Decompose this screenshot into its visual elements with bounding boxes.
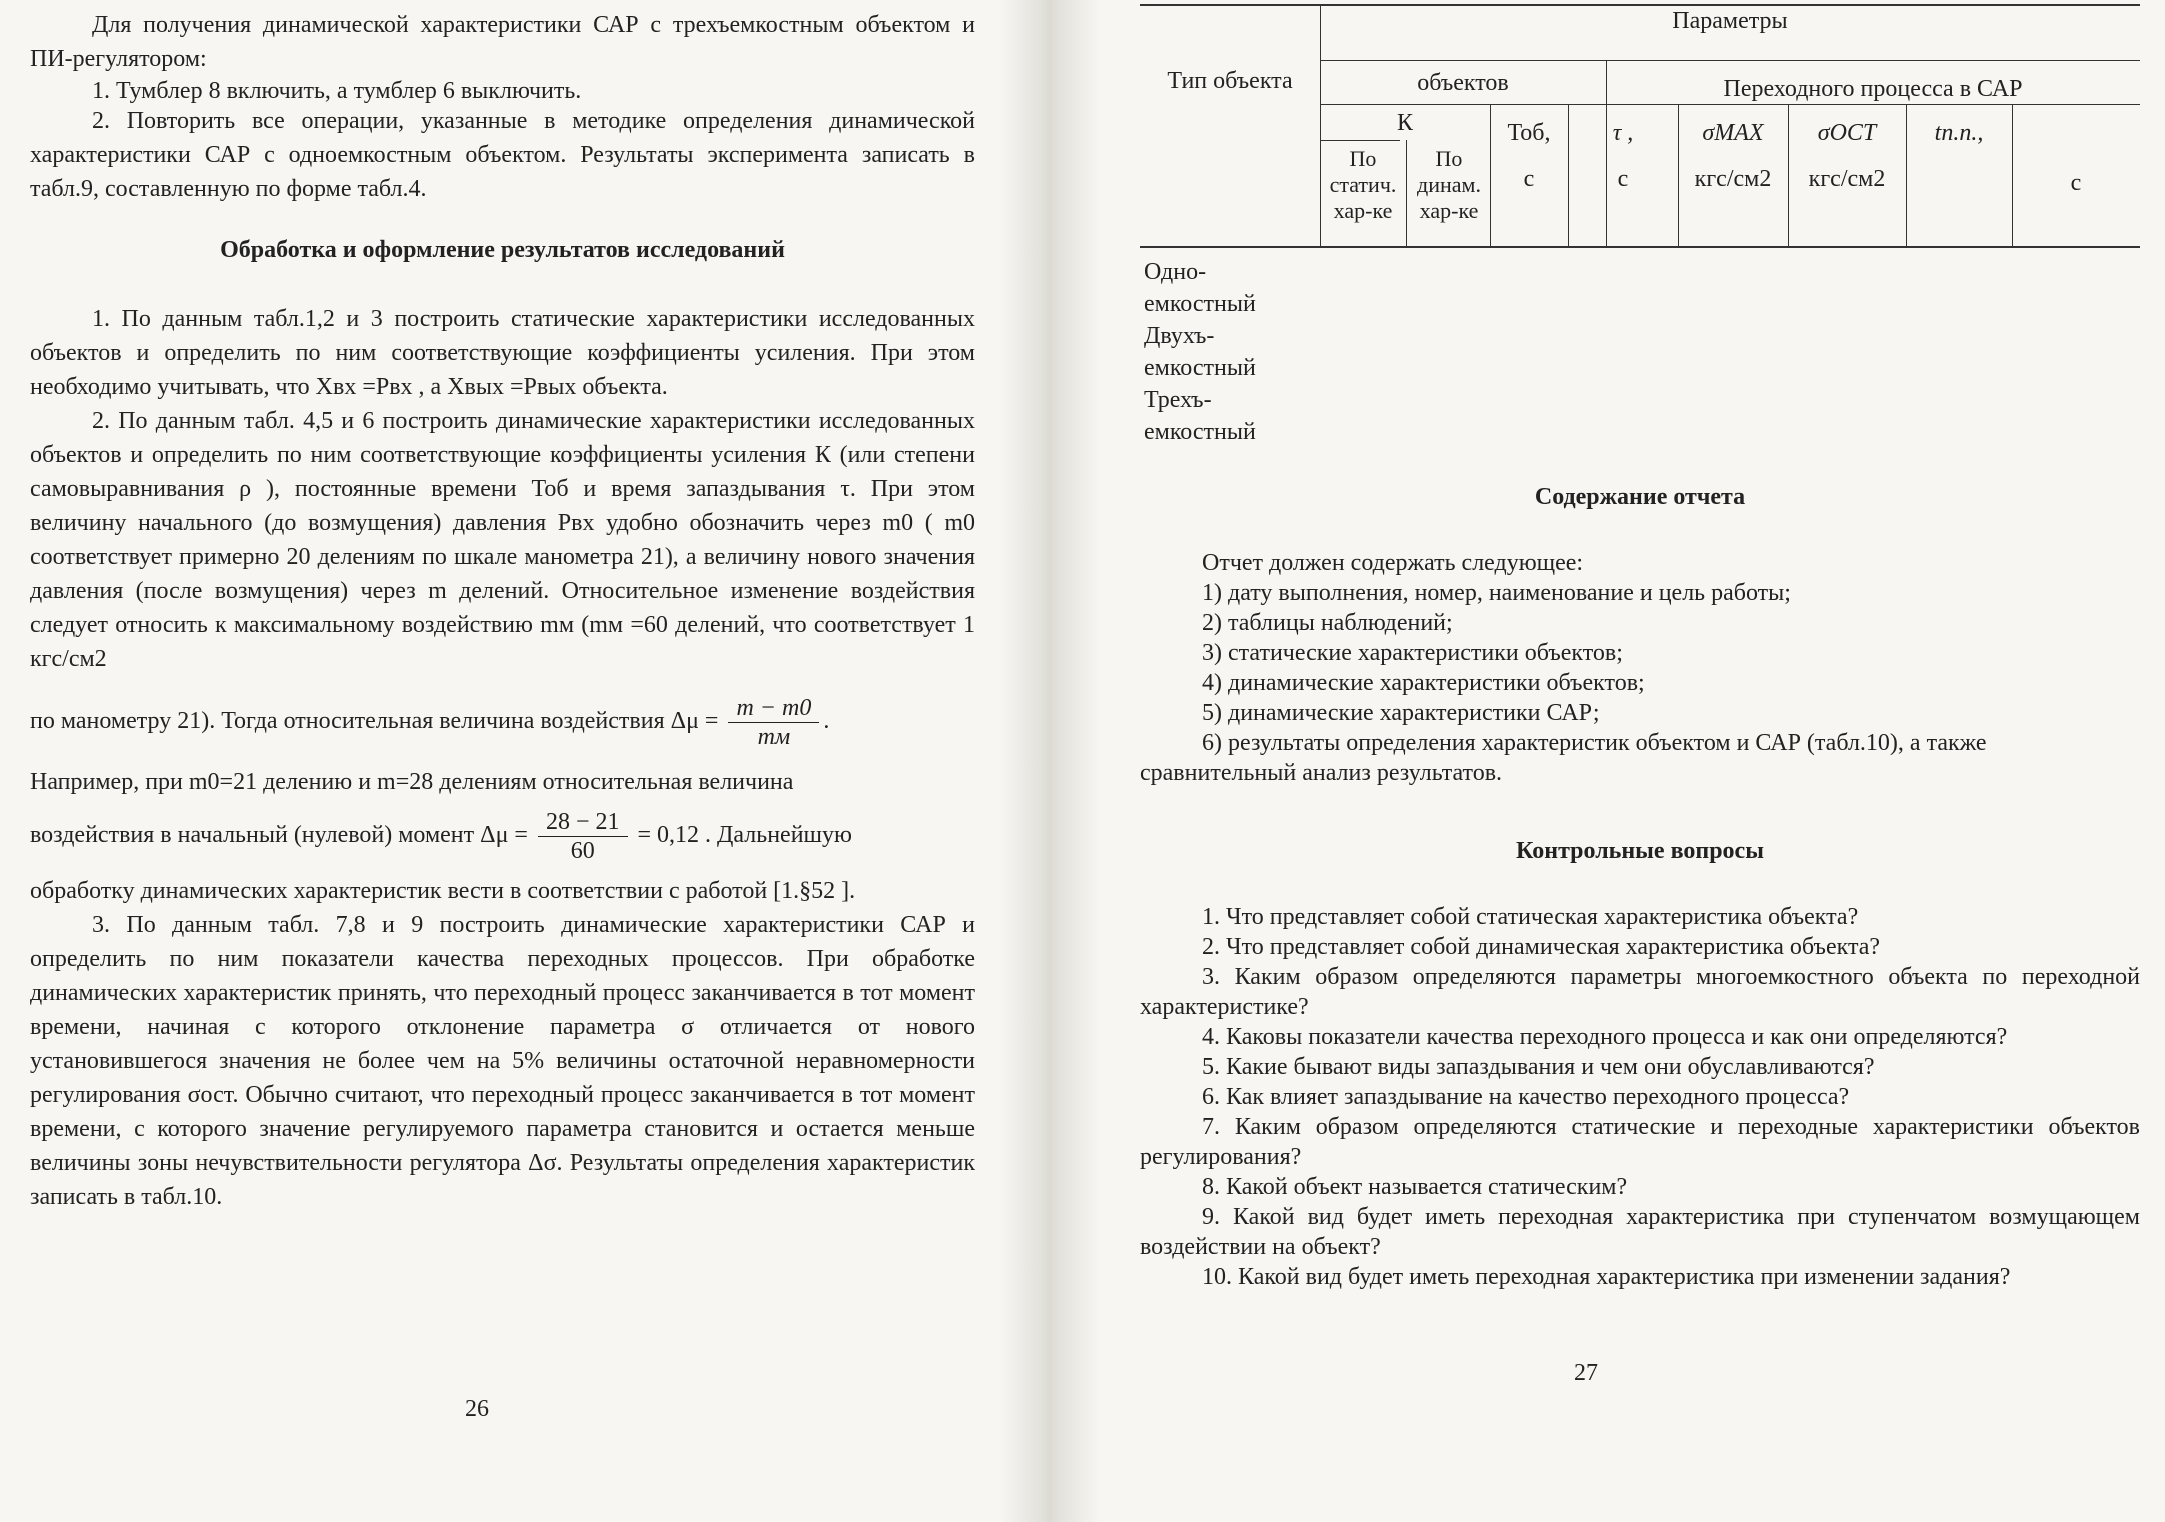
col-type-header: Тип объекта — [1167, 68, 1293, 94]
table-rule-bottom — [1140, 246, 2140, 248]
row-label-5: Трехъ- — [1144, 387, 1212, 413]
report-title: Содержание отчета — [1534, 484, 1746, 510]
sigma-ost-header: σОСТ — [1817, 120, 1877, 146]
report-item-5: 5) динамические характеристики САР; — [1202, 700, 1600, 726]
formula-line-2 — [30, 808, 975, 865]
question-3: 3. Каким образом определяются параметры многоемкостного объекта по переходной характеристике? — [1140, 964, 2140, 1020]
row-label-4: емкостный — [1144, 355, 1256, 381]
question-2: 2. Что представляет собой динамическая характеристика объекта? — [1202, 934, 1881, 960]
params-header: Параметры — [1672, 8, 1788, 34]
transient-header: Переходного процесса в САР — [1723, 76, 2023, 102]
table-rule-params — [1320, 60, 2140, 61]
objects-header: объектов — [1417, 70, 1509, 96]
intro-text: Для получения динамической характеристики САР с трехъемкостным объектом и ПИ-регулятором: — [30, 12, 975, 72]
formula-1-numerator: m − m0 — [728, 694, 819, 723]
question-1: 1. Что представляет собой статическая характеристика объекта? — [1202, 904, 1859, 930]
question-7: 7. Каким образом определяются статические и переходные характеристики объектов регулирования? — [1140, 1114, 2140, 1170]
row-label-1: Одно- — [1144, 259, 1207, 285]
report-item-6: 6) результаты определения характеристик объектом и САР (табл.10), а также сравнительный анализ результатов. — [1140, 730, 1987, 786]
question-4: 4. Каковы показатели качества переходного процесса и как они определяются? — [1202, 1024, 2008, 1050]
questions-title: Контрольные вопросы — [1516, 838, 1764, 864]
report-item-3: 3) статические характеристики объектов; — [1202, 640, 1623, 666]
table-vline-2 — [1406, 140, 1407, 246]
table-rule-k — [1320, 140, 1400, 141]
formula-2 — [538, 808, 628, 865]
report-list — [1140, 548, 2140, 788]
k-dynamic-header: По динам. хар-ке — [1417, 146, 1481, 223]
sigma-ost-unit: кгс/см2 — [1808, 166, 1886, 192]
row-one-capacity — [1144, 256, 1256, 448]
results-table — [1140, 0, 2140, 260]
report-item-1: 1) дату выполнения, номер, наименование и цель работы; — [1202, 580, 1791, 606]
k-static-header: По статич. хар-ке — [1329, 146, 1397, 223]
report-item-4: 4) динамические характеристики объектов; — [1202, 670, 1645, 696]
example-line: Например, при m0=21 делению и m=28 делениям относительная величина — [30, 769, 794, 795]
question-5: 5. Какие бывают виды запаздывания и чем они обуславливаются? — [1202, 1054, 1875, 1080]
t-pp-unit: с — [2070, 170, 2082, 196]
sigma-max-unit: кгс/см2 — [1694, 166, 1772, 192]
question-6: 6. Как влияет запаздывание на качество переходного процесса? — [1202, 1084, 1850, 1110]
report-item-2: 2) таблицы наблюдений; — [1202, 610, 1453, 636]
formula-2-denominator: 60 — [570, 838, 595, 864]
formula-2-result: = 0,12 . Дальнейшую — [637, 822, 852, 849]
page-number-right: 27 — [1574, 1360, 1598, 1386]
question-10: 10. Какой вид будет иметь переходная характеристика при изменении задания? — [1202, 1264, 2011, 1290]
t-pp-header: tп.п., — [1934, 120, 1984, 146]
table-rule-groups — [1320, 104, 2140, 105]
page-number-left: 26 — [465, 1396, 489, 1422]
formula-line-1: по манометру 21). Тогда относительная величина воздействия Δμ = $\frac{m - m0}{mм}$ . — [30, 695, 830, 750]
tau-unit: с — [1617, 166, 1629, 192]
question-8: 8. Какой объект называется статическим? — [1202, 1174, 1628, 1200]
formula-1-denominator: mм — [757, 724, 791, 750]
formula-1-lead: по манометру 21). Тогда относительная величина воздействия Δμ = — [30, 708, 719, 735]
k-header: К — [1396, 110, 1413, 136]
procedure-3: 3. По данным табл. 7,8 и 9 построить динамические характеристики САР и определить по ним показатели качества переходных процессов. При обработке динамических характеристик принять, что переходный процесс заканчивается в тот момент времени, начиная с которого отклонение параметра σ отличается от нового установившегося значения не более чем на 5% величины остаточной неравномерности регулирования σост. Обычно считают, что переходный процесс заканчивается в тот момент времени, с которого значение регулируемого параметра становится и остается меньше величины зоны нечувствительности регулятора Δσ. Результаты определения характеристик записать в табл.10. — [30, 912, 975, 1210]
procedure-1: 1. По данным табл.1,2 и 3 построить статические характеристики исследованных объектов и определить по ним соответствующие коэффициенты усиления. При этом необходимо учитывать, что Xвх =Pвх , а Xвых =Pвых объекта. — [30, 306, 975, 400]
formula-2-numerator: 28 − 21 — [538, 808, 628, 837]
sigma-max-header: σMAX — [1702, 120, 1764, 146]
tau-header: τ , — [1612, 120, 1634, 146]
step-1: 1. Тумблер 8 включить, а тумблер 6 выключить. — [92, 78, 582, 104]
t-ob-header: Тоб, — [1507, 120, 1551, 146]
left-page — [0, 0, 1000, 1522]
t-ob-unit: с — [1523, 166, 1535, 192]
right-page — [1100, 0, 2165, 1522]
procedure-2: 2. По данным табл. 4,5 и 6 построить динамические характеристики исследованных объектов и определить по ним соответствующие коэффициенты усиления К (или степени самовыравнивания ρ ), постоянные времени Тоб и время запаздывания τ. При этом величину начального (до возмущения) давления Pвх удобно обозначить через m0 ( m0 соответствует примерно 20 делениям по шкале манометра 21), а величину нового значения давления (после возмущения) через m делений. Относительное изменение воздействия следует относить к максимальному воздействию mм (mм =60 делений, что соответствует 1 кгс/см2 — [30, 408, 975, 672]
section-title: Обработка и оформление результатов исследований — [220, 237, 785, 263]
example-tail: обработку динамических характеристик вести в соответствии с работой [1.§52 ]. — [30, 878, 856, 904]
formula-2-lead: воздействия в начальный (нулевой) момент Δμ = — [30, 822, 528, 849]
report-intro: Отчет должен содержать следующее: — [1202, 550, 1584, 576]
row-label-3: Двухъ- — [1144, 323, 1215, 349]
formula-1 — [728, 694, 819, 751]
step-2: 2. Повторить все операции, указанные в методике определения динамической характеристики САР с одноемкостным объектом. Результаты эксперимента записать в табл.9, составленную по форме табл.4. — [30, 108, 975, 202]
row-label-2: емкостный — [1144, 291, 1256, 317]
book-gutter — [1000, 0, 1100, 1522]
row-label-6: емкостный — [1144, 419, 1256, 445]
questions-list — [1140, 902, 2140, 1292]
question-9: 9. Какой вид будет иметь переходная характеристика при ступенчатом возмущающем воздействии на объект? — [1140, 1204, 2140, 1260]
